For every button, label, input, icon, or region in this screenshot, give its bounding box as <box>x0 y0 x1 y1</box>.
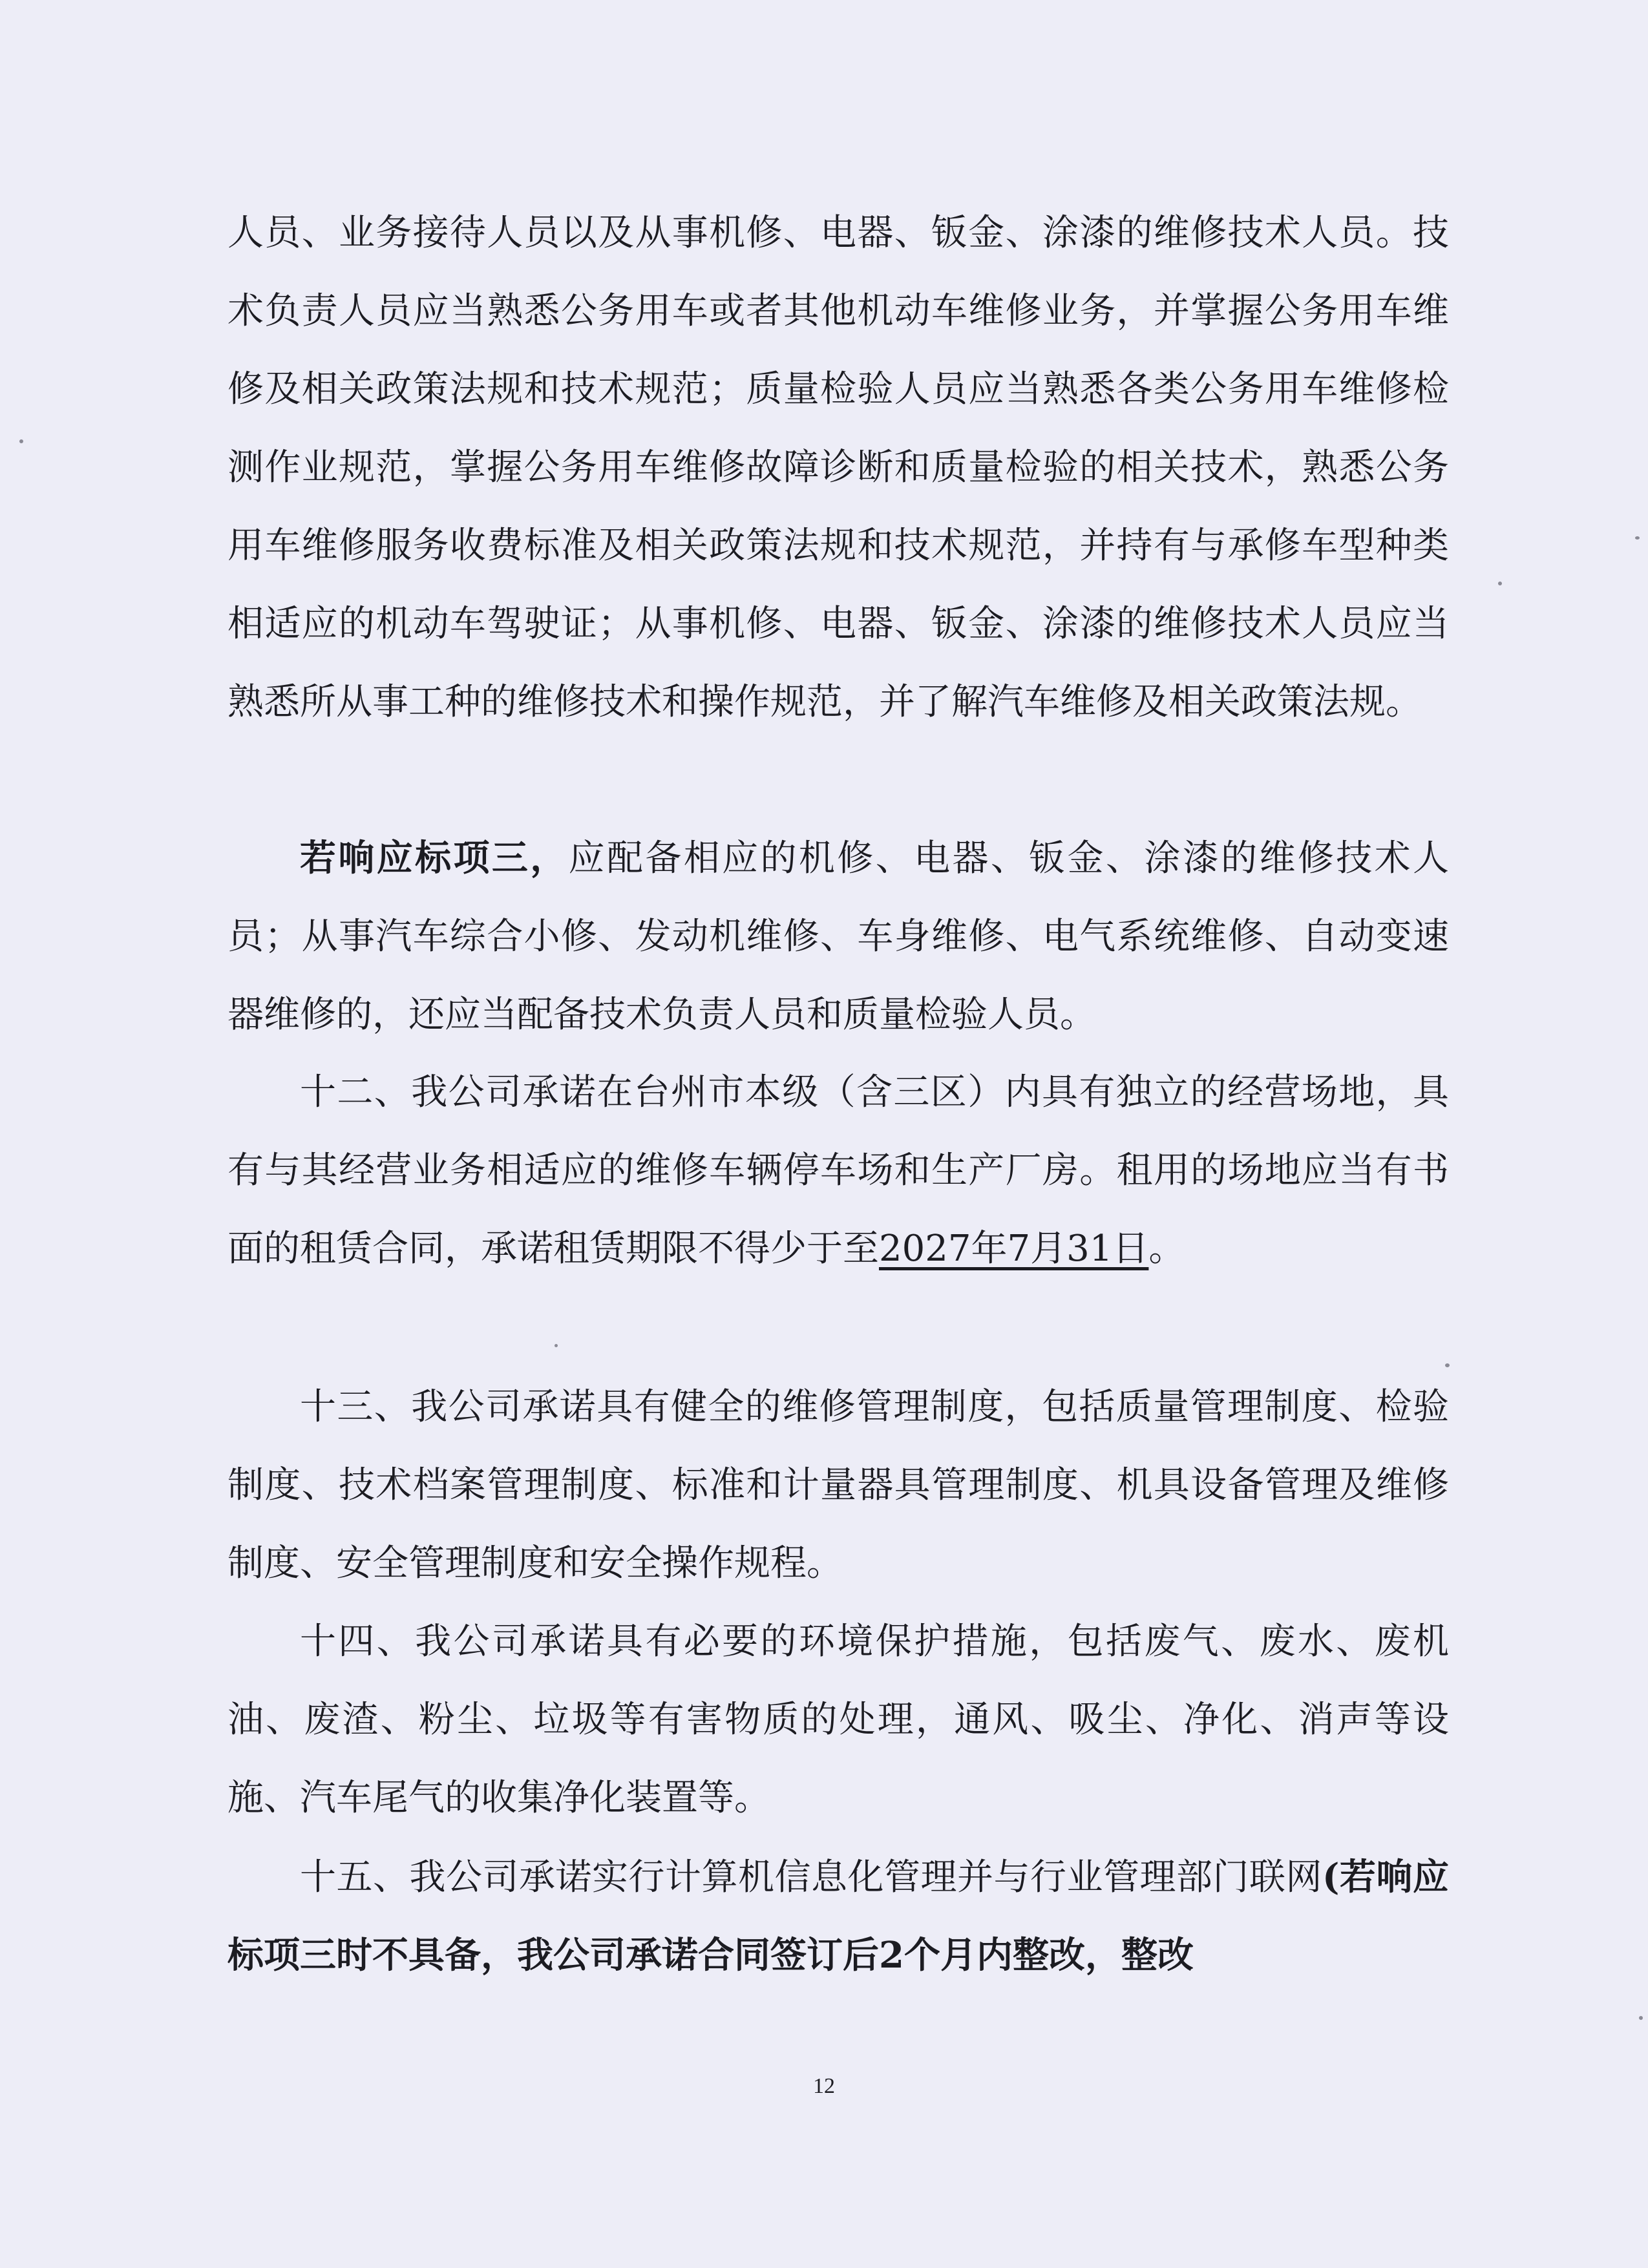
paragraph-item-14 <box>227 1602 1449 1837</box>
bold-lead-text: 若响应标项三， <box>300 837 569 879</box>
scan-speck <box>1635 536 1640 540</box>
paragraph-text: 十二、我公司承诺在台州市本级（含三区）内具有独立的经营场地，具有与其经营业务相适应的维修车辆停车场和生产厂房。租用的场地应当有书面的租赁合同，承诺租赁期限不得少于至 <box>227 1071 1449 1270</box>
paragraph-text: 十三、我公司承诺具有健全的维修管理制度，包括质量管理制度、检验制度、技术档案管理制度、标准和计量器具管理制度、机具设备管理及维修制度、安全管理制度和安全操作规程。 <box>227 1386 1449 1584</box>
paragraph-text: 十四、我公司承诺具有必要的环境保护措施，包括废气、废水、废机油、废渣、粉尘、垃圾等有害物质的处理，通风、吸尘、净化、消声等设施、汽车尾气的收集净化装置等。 <box>227 1621 1449 1819</box>
scan-speck <box>1639 2016 1643 2020</box>
scan-speck <box>1445 1363 1450 1367</box>
paragraph-item-13 <box>227 1368 1449 1602</box>
paragraph-staff-requirements <box>227 194 1449 741</box>
paragraph-text: 人员、业务接待人员以及从事机修、电器、钣金、涂漆的维修技术人员。技术负责人员应当熟悉公务用车或者其他机动车维修业务，并掌握公务用车维修及相关政策法规和技术规范；质量检验人员应当熟悉各类公务用车维修检测作业规范，掌握公务用车维修故障诊断和质量检验的相关技术，熟悉公务用车维修服务收费标准及相关政策法规和技术规范，并持有与承修车型种类相适应的机动车驾驶证；从事机修、电器、钣金、涂漆的维修技术人员应当熟悉所从事工种的维修技术和操作规范，并了解汽车维修及相关政策法规。 <box>227 212 1449 723</box>
scan-speck <box>555 1344 558 1347</box>
bold-commitment-text: (若响应标项三时不具备，我公司承诺合同签订后2个月内整改，整改 <box>227 1856 1449 1977</box>
lease-deadline-date: 2027年7月31日 <box>879 1228 1149 1270</box>
paragraph-text: 应配备相应的机修、电器、钣金、涂漆的维修技术人员；从事汽车综合小修、发动机维修、车身维修、电气系统维修、自动变速器维修的，还应当配备技术负责人员和质量检验人员。 <box>227 837 1450 1036</box>
paragraph-text: 十五、我公司承诺实行计算机信息化管理并与行业管理部门联网 <box>300 1856 1322 1898</box>
paragraph-lot-three-staffing <box>227 819 1449 1054</box>
paragraph-item-15 <box>227 1838 1449 1995</box>
paragraph-item-12 <box>227 1053 1449 1288</box>
scan-speck <box>19 439 23 443</box>
paragraph-end: 。 <box>1148 1228 1185 1270</box>
scan-speck <box>1498 582 1502 585</box>
page-number: 12 <box>813 2074 835 2098</box>
